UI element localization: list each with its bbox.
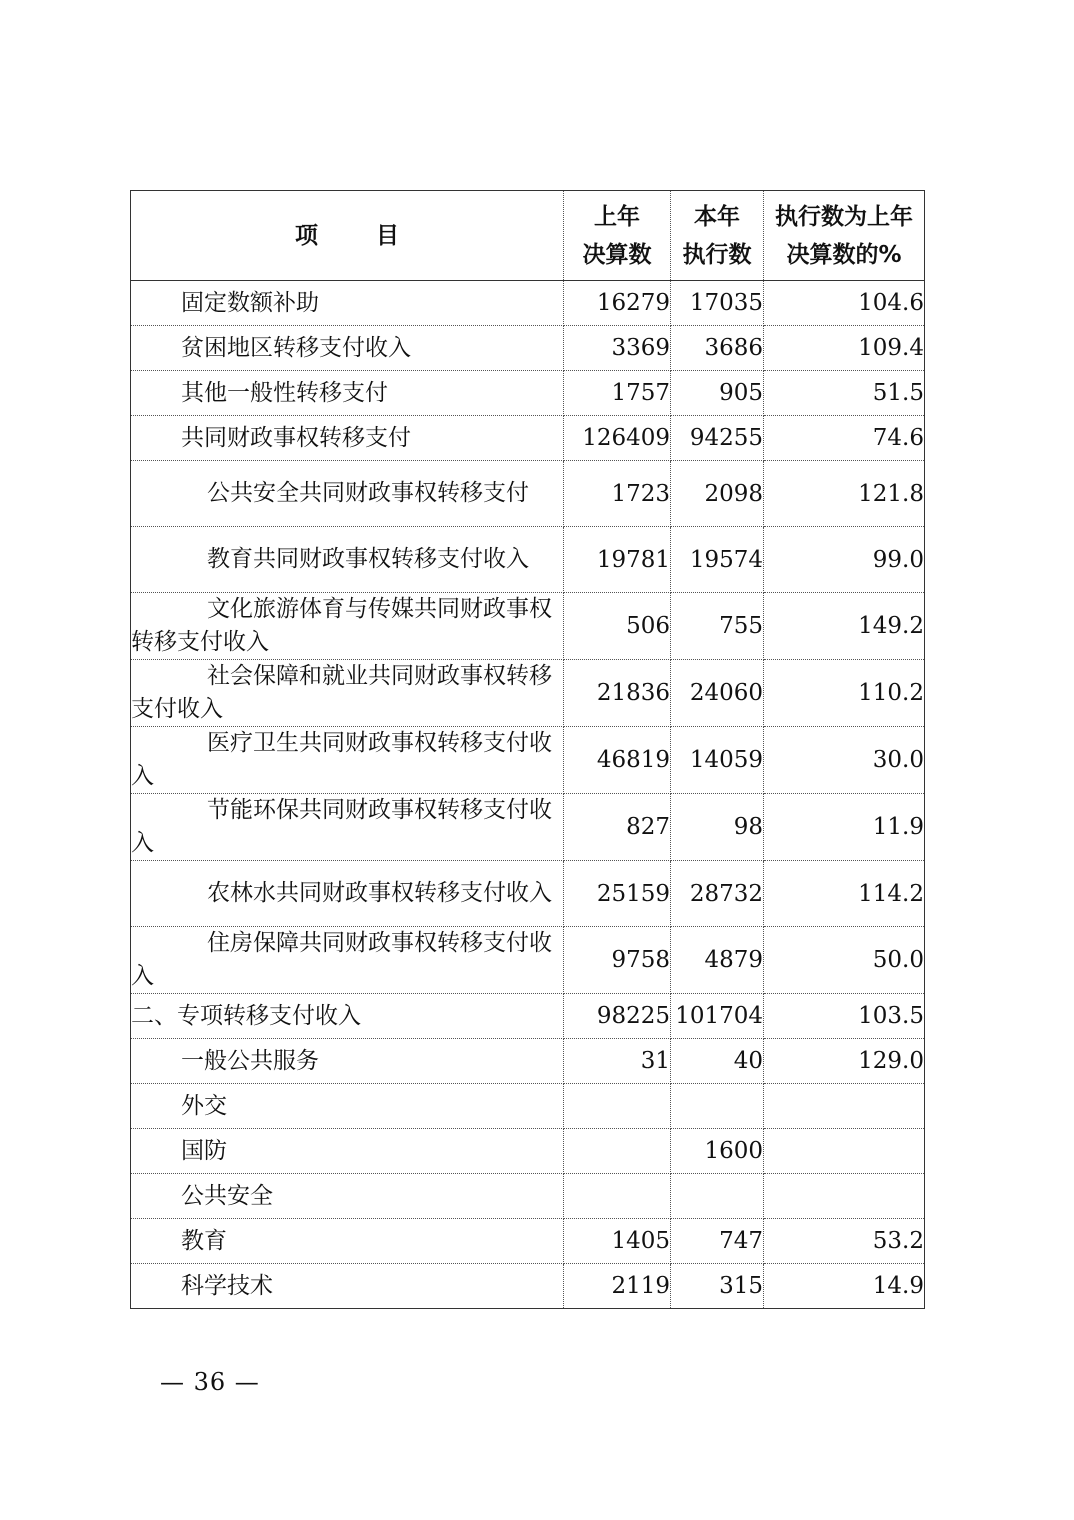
curr-value: 24060 [671, 660, 764, 727]
prev-value: 16279 [564, 281, 671, 326]
table-row [131, 416, 925, 461]
ratio-value: 11.9 [764, 794, 925, 861]
prev-value [564, 1084, 671, 1129]
ratio-value: 99.0 [764, 527, 925, 593]
table-row [131, 1129, 925, 1174]
prev-value [564, 1129, 671, 1174]
curr-value: 1600 [671, 1129, 764, 1174]
curr-value: 94255 [671, 416, 764, 461]
ratio-value: 53.2 [764, 1219, 925, 1264]
prev-value: 1757 [564, 371, 671, 416]
table-row [131, 527, 925, 593]
table-row [131, 1219, 925, 1264]
table-row [131, 994, 925, 1039]
header-item: 项 目 [131, 191, 564, 281]
curr-value [671, 1084, 764, 1129]
page-number: — 36 — [160, 1368, 260, 1396]
table-row [131, 1039, 925, 1084]
table-row [131, 593, 925, 660]
curr-value: 40 [671, 1039, 764, 1084]
prev-value [564, 1174, 671, 1219]
curr-value [671, 1174, 764, 1219]
curr-value: 14059 [671, 727, 764, 794]
header-this-year: 本年 执行数 [671, 191, 764, 281]
curr-value: 19574 [671, 527, 764, 593]
table-row [131, 1264, 925, 1309]
curr-value: 3686 [671, 326, 764, 371]
row-name: 农林水共同财政事权转移支付收入 [131, 861, 564, 927]
ratio-value [764, 1129, 925, 1174]
curr-value: 98 [671, 794, 764, 861]
table-row [131, 660, 925, 727]
curr-value: 28732 [671, 861, 764, 927]
prev-value: 126409 [564, 416, 671, 461]
ratio-value [764, 1174, 925, 1219]
row-name: 公共安全 [131, 1174, 564, 1219]
table-row [131, 371, 925, 416]
ratio-value: 110.2 [764, 660, 925, 727]
row-name: 共同财政事权转移支付 [131, 416, 564, 461]
ratio-value: 30.0 [764, 727, 925, 794]
ratio-value: 104.6 [764, 281, 925, 326]
ratio-value: 14.9 [764, 1264, 925, 1309]
ratio-value: 74.6 [764, 416, 925, 461]
table-row [131, 326, 925, 371]
prev-value: 506 [564, 593, 671, 660]
header-prev-year: 上年 决算数 [564, 191, 671, 281]
table-row [131, 927, 925, 994]
prev-value: 827 [564, 794, 671, 861]
row-name: 公共安全共同财政事权转移支付 [131, 461, 564, 527]
header-row [131, 191, 925, 281]
curr-value: 755 [671, 593, 764, 660]
prev-value: 9758 [564, 927, 671, 994]
row-name: 教育 [131, 1219, 564, 1264]
table-row [131, 861, 925, 927]
prev-value: 31 [564, 1039, 671, 1084]
header-ratio: 执行数为上年 决算数的% [764, 191, 925, 281]
curr-value: 747 [671, 1219, 764, 1264]
ratio-value: 121.8 [764, 461, 925, 527]
prev-value: 98225 [564, 994, 671, 1039]
ratio-value: 129.0 [764, 1039, 925, 1084]
prev-value: 19781 [564, 527, 671, 593]
ratio-value: 149.2 [764, 593, 925, 660]
prev-value: 46819 [564, 727, 671, 794]
row-name: 固定数额补助 [131, 281, 564, 326]
ratio-value: 114.2 [764, 861, 925, 927]
row-name: 一般公共服务 [131, 1039, 564, 1084]
row-name: 科学技术 [131, 1264, 564, 1309]
ratio-value: 51.5 [764, 371, 925, 416]
row-name: 教育共同财政事权转移支付收入 [131, 527, 564, 593]
prev-value: 25159 [564, 861, 671, 927]
ratio-value: 50.0 [764, 927, 925, 994]
prev-value: 3369 [564, 326, 671, 371]
table-row [131, 1174, 925, 1219]
table-row [131, 727, 925, 794]
budget-table [130, 190, 925, 1309]
row-name: 文化旅游体育与传媒共同财政事权转移支付收入 [131, 593, 564, 660]
table-row [131, 461, 925, 527]
prev-value: 2119 [564, 1264, 671, 1309]
row-name: 社会保障和就业共同财政事权转移支付收入 [131, 660, 564, 727]
row-name: 二、专项转移支付收入 [131, 994, 564, 1039]
row-name: 贫困地区转移支付收入 [131, 326, 564, 371]
prev-value: 1723 [564, 461, 671, 527]
curr-value: 315 [671, 1264, 764, 1309]
table-row [131, 794, 925, 861]
table-row [131, 1084, 925, 1129]
curr-value: 905 [671, 371, 764, 416]
row-name: 其他一般性转移支付 [131, 371, 564, 416]
row-name: 节能环保共同财政事权转移支付收入 [131, 794, 564, 861]
table-row [131, 281, 925, 326]
row-name: 医疗卫生共同财政事权转移支付收入 [131, 727, 564, 794]
curr-value: 101704 [671, 994, 764, 1039]
prev-value: 1405 [564, 1219, 671, 1264]
curr-value: 2098 [671, 461, 764, 527]
ratio-value: 103.5 [764, 994, 925, 1039]
row-name: 外交 [131, 1084, 564, 1129]
prev-value: 21836 [564, 660, 671, 727]
curr-value: 17035 [671, 281, 764, 326]
curr-value: 4879 [671, 927, 764, 994]
ratio-value [764, 1084, 925, 1129]
row-name: 国防 [131, 1129, 564, 1174]
row-name: 住房保障共同财政事权转移支付收入 [131, 927, 564, 994]
ratio-value: 109.4 [764, 326, 925, 371]
